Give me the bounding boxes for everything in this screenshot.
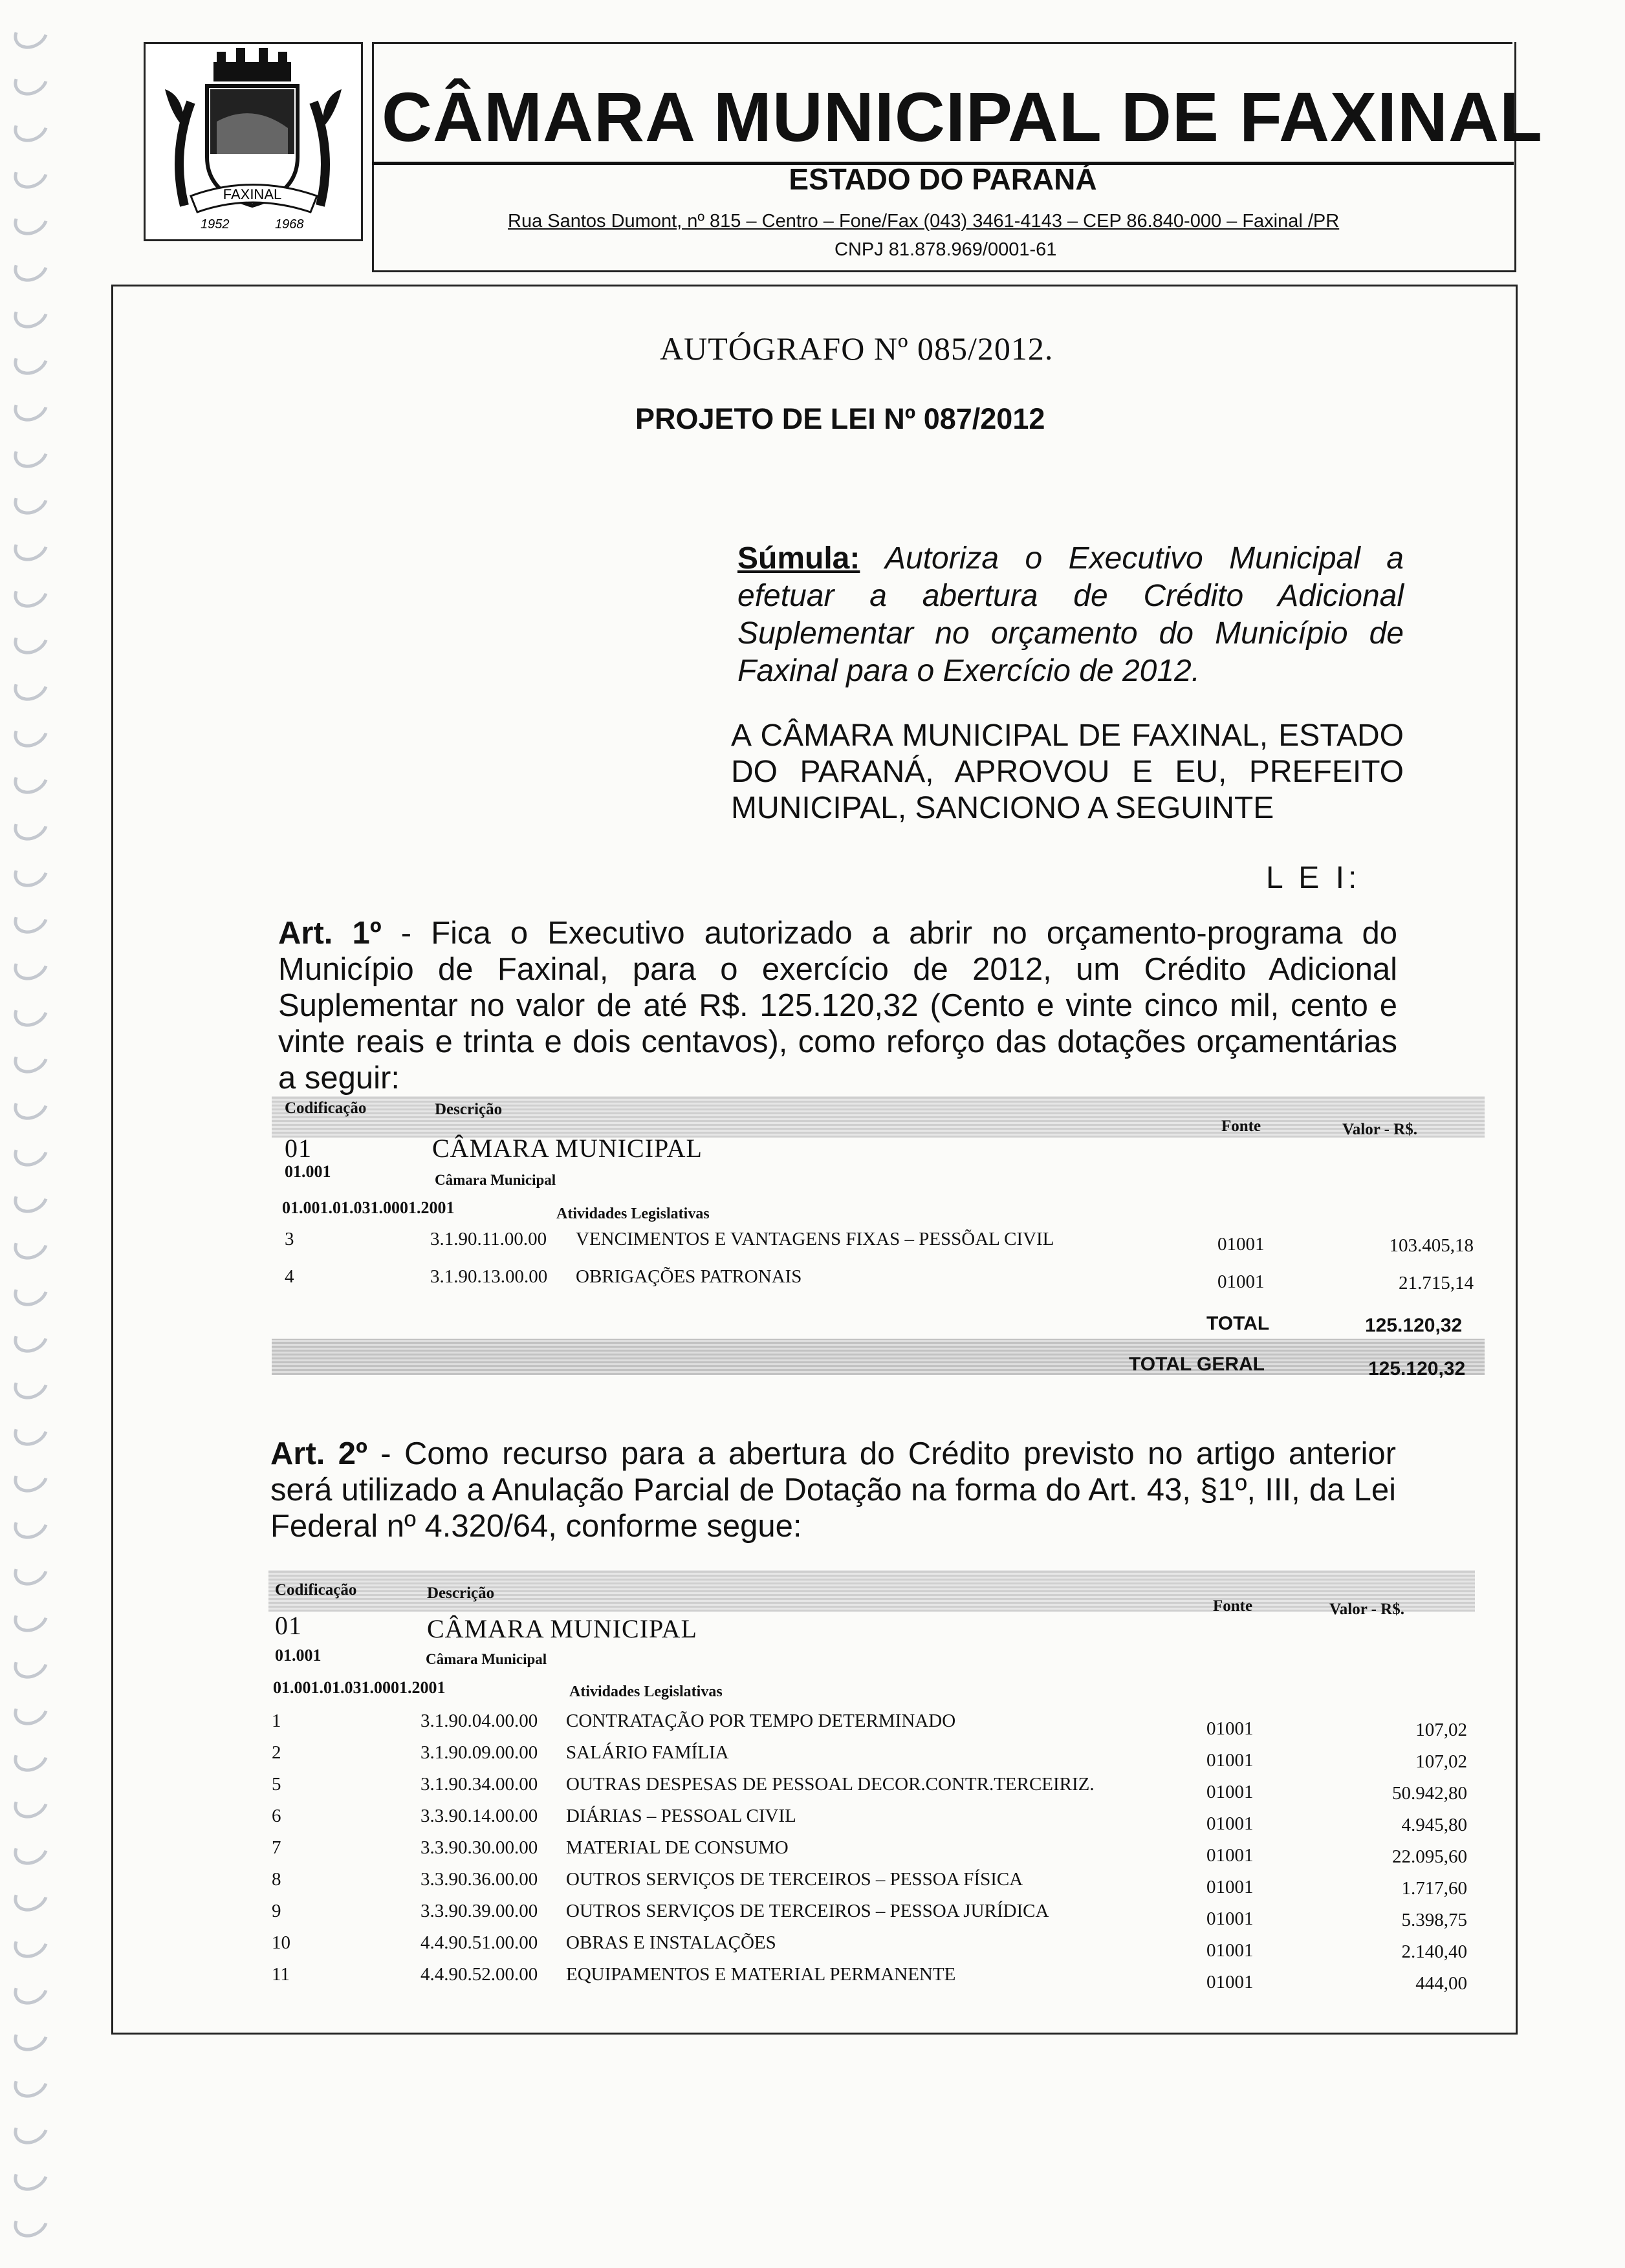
- table2-row-fonte: 01001: [1206, 1813, 1254, 1834]
- binding-hole: [8, 711, 54, 753]
- spiral-binding: [0, 0, 91, 2268]
- table1-row-number: 4: [285, 1266, 294, 1287]
- table2-row-code: 4.4.90.52.00.00: [420, 1964, 538, 1985]
- table1-col-valor: Valor - R$.: [1342, 1121, 1417, 1138]
- table2-row-valor: 107,02: [1415, 1720, 1467, 1740]
- binding-hole: [8, 757, 54, 800]
- table2-row-valor: 5.398,75: [1401, 1910, 1467, 1930]
- table2-row-number: 7: [272, 1837, 281, 1858]
- table2-row-code: 3.1.90.04.00.00: [420, 1711, 538, 1731]
- binding-hole: [8, 618, 54, 660]
- binding-hole: [8, 1176, 54, 1219]
- binding-hole: [8, 2108, 54, 2150]
- table2-row-code: 3.3.90.14.00.00: [420, 1806, 538, 1826]
- binding-hole: [8, 2014, 54, 2057]
- state-subtitle: ESTADO DO PARANÁ: [789, 162, 1097, 196]
- binding-hole: [8, 478, 54, 521]
- binding-hole: [8, 804, 54, 847]
- table2-row-number: 11: [272, 1964, 290, 1985]
- autografo-number: AUTÓGRAFO Nº 085/2012.: [660, 330, 1054, 367]
- binding-hole: [8, 1037, 54, 1079]
- table2-row-description: MATERIAL DE CONSUMO: [566, 1837, 789, 1858]
- table2-col-fonte: Fonte: [1213, 1597, 1253, 1615]
- table2-row-code: 4.4.90.51.00.00: [420, 1932, 538, 1953]
- binding-hole: [8, 990, 54, 1033]
- binding-hole: [8, 1549, 54, 1592]
- table2-row-code: 3.3.90.30.00.00: [420, 1837, 538, 1858]
- table2-row-code: 3.1.90.34.00.00: [420, 1774, 538, 1795]
- article-2-text: - Como recurso para a abertura do Crédito previsto no artigo anterior será utilizado a Anulação Parcial de Dotação na forma do Art. 43, §1º, III, da Lei Federal nº 4.320/64, conforme segue:: [270, 1436, 1396, 1544]
- table2-row-description: OUTRAS DESPESAS DE PESSOAL DECOR.CONTR.TERCEIRIZ.: [566, 1774, 1095, 1795]
- binding-hole: [8, 12, 54, 55]
- table2-row-code: 3.3.90.36.00.00: [420, 1869, 538, 1890]
- binding-hole: [8, 59, 54, 102]
- binding-hole: [8, 292, 54, 334]
- table2-row-description: DIÁRIAS – PESSOAL CIVIL: [566, 1806, 796, 1826]
- table2-row-fonte: 01001: [1206, 1940, 1254, 1961]
- binding-hole: [8, 245, 54, 288]
- lei-heading: L E I:: [1266, 861, 1361, 895]
- table1-row-fonte: 01001: [1217, 1234, 1265, 1255]
- binding-hole: [8, 1269, 54, 1312]
- table2-row-valor: 1.717,60: [1401, 1878, 1467, 1899]
- table2-row-description: OBRAS E INSTALAÇÕES: [566, 1932, 776, 1953]
- table2-row-number: 9: [272, 1901, 281, 1921]
- table1-unit-code: 01.001: [285, 1162, 331, 1181]
- crest-year-left: 1952: [201, 217, 230, 232]
- binding-hole: [8, 1502, 54, 1545]
- table2-program-code: 01.001.01.031.0001.2001: [273, 1678, 446, 1697]
- binding-hole: [8, 1921, 54, 1964]
- table2-row-description: CONTRATAÇÃO POR TEMPO DETERMINADO: [566, 1711, 956, 1731]
- binding-hole: [8, 1595, 54, 1638]
- binding-hole: [8, 1363, 54, 1405]
- table2-row-valor: 2.140,40: [1401, 1941, 1467, 1962]
- binding-hole: [8, 1828, 54, 1871]
- binding-hole: [8, 1223, 54, 1266]
- binding-hole: [8, 431, 54, 474]
- binding-hole: [8, 2061, 54, 2104]
- binding-hole: [8, 897, 54, 940]
- table1-total-geral-value: 125.120,32: [1368, 1358, 1466, 1379]
- sumula-label: Súmula:: [737, 541, 860, 576]
- article-1-text: - Fica o Executivo autorizado a abrir no orçamento-programa do Município de Faxinal, para o exercício de 2012, um Crédito Adicional Suplementar no valor de até R$. 125.120,32 (Cento e vinte cinco mil, cento e vinte reais e trinta e dois centavos), como reforço das dotações orçamentárias a seguir:: [278, 916, 1397, 1096]
- table2-row-number: 2: [272, 1742, 281, 1763]
- table1-col-desc: Descrição: [435, 1101, 503, 1118]
- article-2-label: Art. 2º: [270, 1436, 367, 1471]
- binding-hole: [8, 1130, 54, 1172]
- binding-hole: [8, 1968, 54, 2011]
- table2-row-valor: 50.942,80: [1392, 1783, 1467, 1804]
- article-2: [270, 1436, 1396, 1544]
- table2-row-number: 8: [272, 1869, 281, 1890]
- binding-hole: [8, 1875, 54, 1917]
- table2-row-fonte: 01001: [1206, 1750, 1254, 1771]
- table2-row-fonte: 01001: [1206, 1718, 1254, 1739]
- binding-hole: [8, 105, 54, 148]
- binding-hole: [8, 385, 54, 427]
- municipal-crest: [144, 42, 363, 241]
- table2-row-code: 3.3.90.39.00.00: [420, 1901, 538, 1921]
- sumula-paragraph: [737, 540, 1404, 690]
- table1-row-description: VENCIMENTOS E VANTAGENS FIXAS – PESSÕAL CIVIL: [576, 1229, 1054, 1249]
- binding-hole: [8, 1642, 54, 1685]
- binding-hole: [8, 1456, 54, 1498]
- article-1: [278, 915, 1397, 1096]
- table2-unit-title: Câmara Municipal: [426, 1651, 547, 1667]
- sumula-text: Autoriza o Executivo Municipal a efetuar a abertura de Crédito Adicional Suplementar no orçamento do Município de Faxinal para o Exercício de 2012.: [737, 541, 1404, 688]
- binding-hole: [8, 1735, 54, 1778]
- binding-hole: [8, 1083, 54, 1126]
- article-1-label: Art. 1º: [278, 916, 382, 951]
- table1-total-geral-bar: [272, 1339, 1485, 1375]
- projeto-number: PROJETO DE LEI Nº 087/2012: [635, 402, 1045, 435]
- table2-col-valor: Valor - R$.: [1329, 1601, 1404, 1618]
- table2-program-title: Atividades Legislativas: [569, 1683, 723, 1700]
- binding-hole: [8, 524, 54, 567]
- table2-row-valor: 444,00: [1415, 1973, 1467, 1994]
- table2-row-valor: 22.095,60: [1392, 1846, 1467, 1867]
- table2-row-number: 1: [272, 1711, 281, 1731]
- binding-hole: [8, 1689, 54, 1731]
- table1-row-valor: 103.405,18: [1389, 1235, 1474, 1256]
- binding-hole: [8, 664, 54, 707]
- table2-row-fonte: 01001: [1206, 1972, 1254, 1993]
- crest-year-right: 1968: [275, 217, 304, 232]
- table1-total-value: 125.120,32: [1365, 1315, 1463, 1336]
- table1-unit-title: Câmara Municipal: [435, 1172, 556, 1188]
- binding-hole: [8, 2154, 54, 2197]
- table2-col-cod: Codificação: [275, 1581, 357, 1599]
- preamble-paragraph: A CÂMARA MUNICIPAL DE FAXINAL, ESTADO DO PARANÁ, APROVOU E EU, PREFEITO MUNICIPAL, SANCIONO A SEGUINTE: [731, 718, 1404, 825]
- binding-hole: [8, 152, 54, 195]
- table1-total-label: TOTAL: [1206, 1313, 1270, 1334]
- table1-row-fonte: 01001: [1217, 1271, 1265, 1292]
- table1-row-valor: 21.715,14: [1399, 1273, 1474, 1293]
- table1-program-title: Atividades Legislativas: [556, 1205, 710, 1222]
- table1-col-cod: Codificação: [285, 1099, 367, 1117]
- table2-col-desc: Descrição: [427, 1584, 495, 1602]
- table2-row-number: 5: [272, 1774, 281, 1795]
- table2-row-code: 3.1.90.09.00.00: [420, 1742, 538, 1763]
- address-line: Rua Santos Dumont, nº 815 – Centro – Fone/Fax (043) 3461-4143 – CEP 86.840-000 – Faxinal /PR: [508, 211, 1340, 232]
- table2-row-description: OUTROS SERVIÇOS DE TERCEIROS – PESSOA JURÍDICA: [566, 1901, 1049, 1921]
- table1-row-number: 3: [285, 1229, 294, 1249]
- binding-hole: [8, 571, 54, 614]
- binding-hole: [8, 199, 54, 241]
- table2-row-valor: 107,02: [1415, 1751, 1467, 1772]
- table1-row-code: 3.1.90.13.00.00: [430, 1266, 548, 1287]
- institution-title: CÂMARA MUNICIPAL DE FAXINAL: [382, 78, 1543, 156]
- binding-hole: [8, 338, 54, 381]
- binding-hole: [8, 2201, 54, 2243]
- table2-section-code: 01: [275, 1611, 302, 1640]
- table1-row-description: OBRIGAÇÕES PATRONAIS: [576, 1266, 802, 1287]
- binding-hole: [8, 1409, 54, 1452]
- binding-hole: [8, 1782, 54, 1824]
- table1-total-geral-label: TOTAL GERAL: [1129, 1354, 1265, 1375]
- table2-row-number: 6: [272, 1806, 281, 1826]
- table2-row-description: SALÁRIO FAMÍLIA: [566, 1742, 729, 1763]
- table2-row-description: OUTROS SERVIÇOS DE TERCEIROS – PESSOA FÍSICA: [566, 1869, 1023, 1890]
- table2-row-description: EQUIPAMENTOS E MATERIAL PERMANENTE: [566, 1964, 956, 1985]
- table1-section-title: CÂMARA MUNICIPAL: [432, 1134, 703, 1163]
- cnpj-line: CNPJ 81.878.969/0001-61: [834, 239, 1057, 260]
- table2-unit-code: 01.001: [275, 1646, 322, 1665]
- table1-row-code: 3.1.90.11.00.00: [430, 1229, 547, 1249]
- table2-row-number: 10: [272, 1932, 290, 1953]
- table2-row-valor: 4.945,80: [1401, 1815, 1467, 1835]
- table2-row-fonte: 01001: [1206, 1877, 1254, 1897]
- table1-section-code: 01: [285, 1134, 312, 1163]
- table1-col-fonte: Fonte: [1221, 1118, 1261, 1135]
- binding-hole: [8, 944, 54, 986]
- table2-row-fonte: 01001: [1206, 1908, 1254, 1929]
- table2-row-fonte: 01001: [1206, 1782, 1254, 1802]
- crest-banner: FAXINAL: [223, 186, 282, 202]
- binding-hole: [8, 1316, 54, 1359]
- table2-section-title: CÂMARA MUNICIPAL: [427, 1614, 697, 1643]
- binding-hole: [8, 850, 54, 893]
- table2-row-fonte: 01001: [1206, 1845, 1254, 1866]
- table1-program-code: 01.001.01.031.0001.2001: [282, 1198, 455, 1217]
